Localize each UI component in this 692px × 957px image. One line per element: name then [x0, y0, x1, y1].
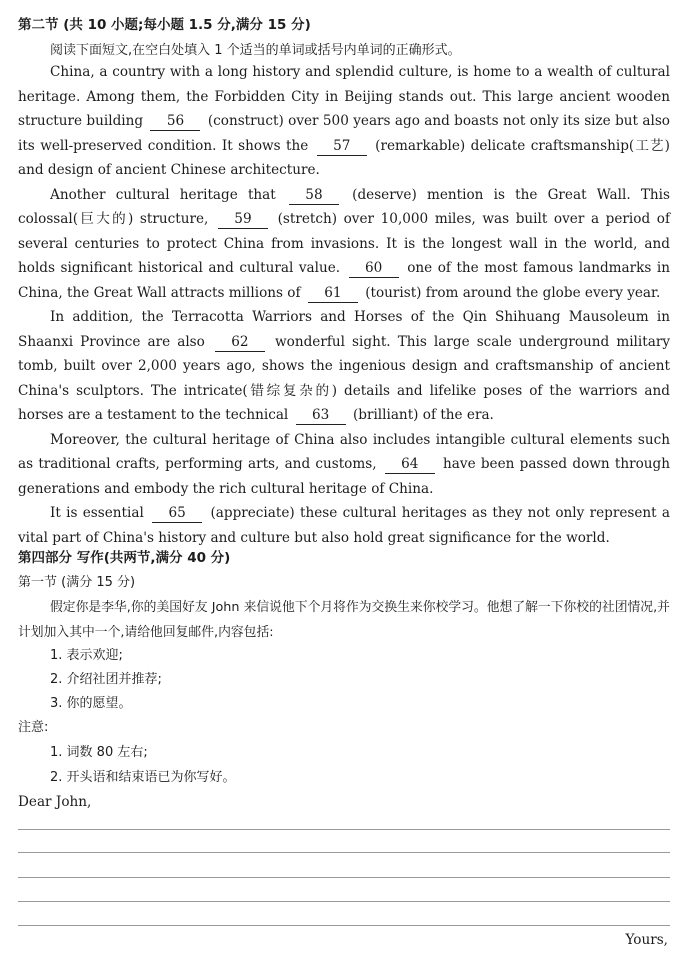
blank-60[interactable]: 60	[349, 259, 399, 278]
passage-text: In addition, the Terracotta Warriors and Horses of the Qin Shihuang Mausoleum in Shaanxi Province are also	[18, 309, 670, 350]
passage-text: (tourist) from around the globe every year.	[365, 284, 661, 301]
note-label: 注意:	[18, 720, 49, 735]
note-item: 1. 词数 80 左右;	[50, 745, 148, 760]
writing-line[interactable]	[18, 852, 670, 853]
writing-line[interactable]	[18, 829, 670, 830]
passage-paragraph-1	[18, 60, 670, 183]
passage-text: (construct) over 500 years ago and boasts not only its size but also its well-preserved condition. It shows the	[18, 113, 670, 154]
passage-paragraph-4	[18, 428, 670, 502]
passage-text: Another cultural heritage that	[50, 186, 276, 203]
blank-65[interactable]: 65	[152, 504, 202, 523]
letter-closing: Yours,	[625, 932, 668, 948]
passage-text: (stretch) over 10,000 miles, was built over a period of several centuries to protect China from invasions. It is the longest wall in the world, and holds significant historical and cultural value.	[18, 211, 670, 276]
requirement-item: 2. 介绍社团并推荐;	[50, 672, 162, 687]
passage-paragraph-5	[18, 501, 670, 550]
letter-salutation: Dear John,	[18, 794, 92, 810]
passage-text: (appreciate) these cultural heritages as they not only represent a vital part of China's history and culture but also hold great significance for the world.	[18, 505, 671, 546]
requirement-item: 3. 你的愿望。	[50, 696, 132, 711]
requirement-item: 1. 表示欢迎;	[50, 648, 123, 663]
writing-line[interactable]	[18, 925, 670, 926]
writing-line[interactable]	[18, 901, 670, 902]
blank-61[interactable]: 61	[308, 284, 358, 303]
blank-58[interactable]: 58	[289, 186, 339, 205]
passage-paragraph-3	[18, 305, 670, 428]
passage-text: wonderful sight. This large scale underground military tomb, built over 2,000 years ago, shows the ingenious design and craftsmanship of ancient China's sculptors. The intricate(错综复杂的) details and lifelike poses of the warriors and horses are a testament to the technical	[18, 333, 670, 423]
blank-64[interactable]: 64	[385, 455, 435, 474]
section2-heading: 第二节 (共 10 小题;每小题 1.5 分,满分 15 分)	[18, 17, 311, 33]
writing-prompt: 假定你是李华,你的美国好友 John 来信说他下个月将作为交换生来你校学习。他想了解一下你校的社团情况,并计划加入其中一个,请给他回复邮件,内容包括:	[18, 600, 670, 640]
passage-text: one of the most famous landmarks in China, the Great Wall attracts millions of	[18, 260, 671, 301]
passage-text: (brilliant) of the era.	[352, 407, 494, 423]
writing-line[interactable]	[18, 877, 670, 878]
blank-63[interactable]: 63	[296, 406, 346, 425]
passage-text: Moreover, the cultural heritage of China also includes intangible cultural elements such as traditional crafts, performing arts, and customs,	[18, 431, 670, 472]
passage-text: (remarkable) delicate craftsmanship(工艺) and design of ancient Chinese architecture.	[18, 137, 670, 178]
passage-text: China, a country with a long history and splendid culture, is home to a wealth of cultural heritage. Among them, the Forbidden City in Beijing stands out. This large ancient wooden structure building	[18, 64, 670, 129]
writing-section1-heading: 第一节 (满分 15 分)	[18, 575, 136, 590]
section2-instruction: 阅读下面短文,在空白处填入 1 个适当的单词或括号内单词的正确形式。	[50, 43, 461, 58]
note-item: 2. 开头语和结束语已为你写好。	[50, 770, 236, 785]
passage-text: have been passed down through generations and embody the rich cultural heritage of China.	[18, 456, 670, 497]
part4-heading: 第四部分 写作(共两节,满分 40 分)	[18, 550, 231, 566]
passage-text: (deserve) mention is the Great Wall. This colossal(巨大的) structure,	[18, 186, 670, 227]
blank-56[interactable]: 56	[150, 112, 200, 131]
blank-62[interactable]: 62	[215, 333, 265, 352]
blank-59[interactable]: 59	[218, 210, 268, 229]
cloze-passage	[18, 60, 670, 550]
passage-text: It is essential	[50, 505, 144, 521]
blank-57[interactable]: 57	[317, 137, 367, 156]
passage-paragraph-2	[18, 183, 670, 306]
